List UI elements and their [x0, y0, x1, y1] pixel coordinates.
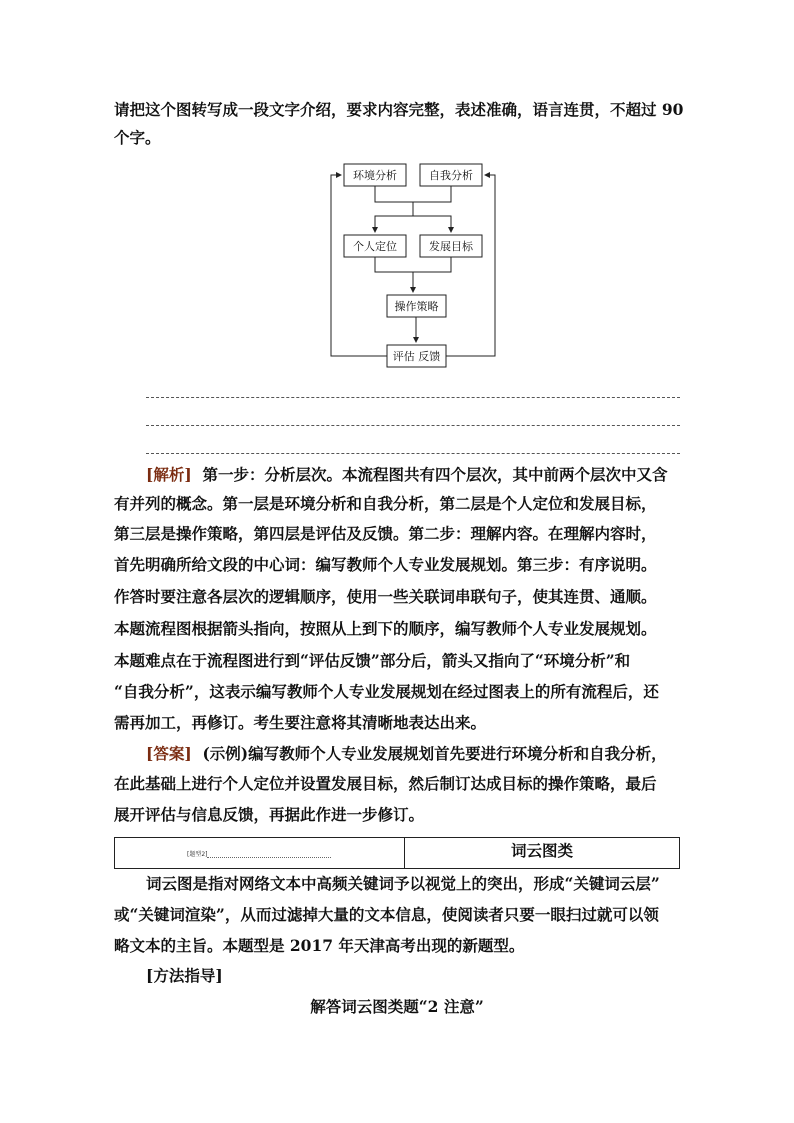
question-line-2: 个字。	[114, 128, 161, 147]
section-header-table	[114, 837, 680, 869]
answer-line-3-text: 展开评估与信息反馈，再据此作进一步修订。	[114, 805, 425, 824]
flow-label-self: 自我分析	[429, 169, 473, 182]
analysis-line-3: 第三层是操作策略，第四层是评估及反馈。第二步：理解内容。在理解内容时，	[114, 524, 657, 543]
answer-line-2-text: 在此基础上进行个人定位并设置发展目标，然后制订达成目标的操作策略，最后	[114, 774, 657, 793]
analysis-line-1: [解析] 第一步：分析层次。本流程图共有四个层次，其中前两个层次中又含	[146, 465, 668, 484]
analysis-line-9: 需再加工，再修订。考生要注意将其清晰地表达出来。	[114, 713, 487, 732]
flow-label-strategy: 操作策略	[394, 300, 439, 313]
answer-tag: [答案]	[146, 744, 192, 763]
answer-line-2	[146, 425, 680, 426]
section-type-label: [题型2]	[187, 851, 208, 858]
method-label: [方法指导]	[146, 966, 223, 985]
answer-line-3	[146, 453, 680, 454]
flow-label-env: 环境分析	[353, 169, 397, 182]
analysis-tag: [解析]	[146, 465, 192, 484]
answer-line-1	[146, 397, 680, 398]
question-line-1: 请把这个图转写成一段文字介绍，要求内容完整，表述准确，语言连贯，不超过 90	[114, 100, 684, 119]
intro-line-2: 或“关键词渲染”，从而过滤掉大量的文本信息，使阅读者只要一眼扫过就可以领	[114, 905, 659, 924]
analysis-line-8: “自我分析”，这表示编写教师个人专业发展规划在经过图表上的所有流程后，还	[114, 682, 659, 701]
analysis-line-6: 本题流程图根据箭头指向，按照从上到下的顺序，编写教师个人专业发展规划。	[114, 619, 657, 638]
flowchart	[320, 158, 510, 370]
analysis-line-4: 首先明确所给文段的中心词：编写教师个人专业发展规划。第三步：有序说明。	[114, 555, 657, 574]
analysis-line-5: 作答时要注意各层次的逻辑顺序，使用一些关联词串联句子，使其连贯、通顺。	[114, 587, 657, 606]
flow-label-eval: 评估 反馈	[392, 350, 441, 363]
analysis-line-7: 本题难点在于流程图进行到“评估反馈”部分后，箭头又指向了“环境分析”和	[114, 651, 631, 670]
intro-line-1: 词云图是指对网络文本中高频关键词予以视觉上的突出，形成“关键词云层”	[146, 874, 660, 893]
method-label-line	[114, 966, 680, 986]
method-heading: 解答词云图类题“2 注意”	[310, 997, 484, 1016]
answer-line-1-text: [答案] (示例)编写教师个人专业发展规划首先要进行环境分析和自我分析，	[146, 744, 667, 763]
section-header-title: 词云图类	[510, 841, 573, 860]
flow-label-goal: 发展目标	[429, 240, 473, 253]
intro-line-3: 略文本的主旨。本题型是 2017 年天津高考出现的新题型。	[114, 936, 525, 955]
section-header-left	[115, 838, 405, 868]
flow-label-position: 个人定位	[353, 240, 397, 253]
analysis-line-2: 有并列的概念。第一层是环境分析和自我分析，第二层是个人定位和发展目标，	[114, 494, 657, 513]
